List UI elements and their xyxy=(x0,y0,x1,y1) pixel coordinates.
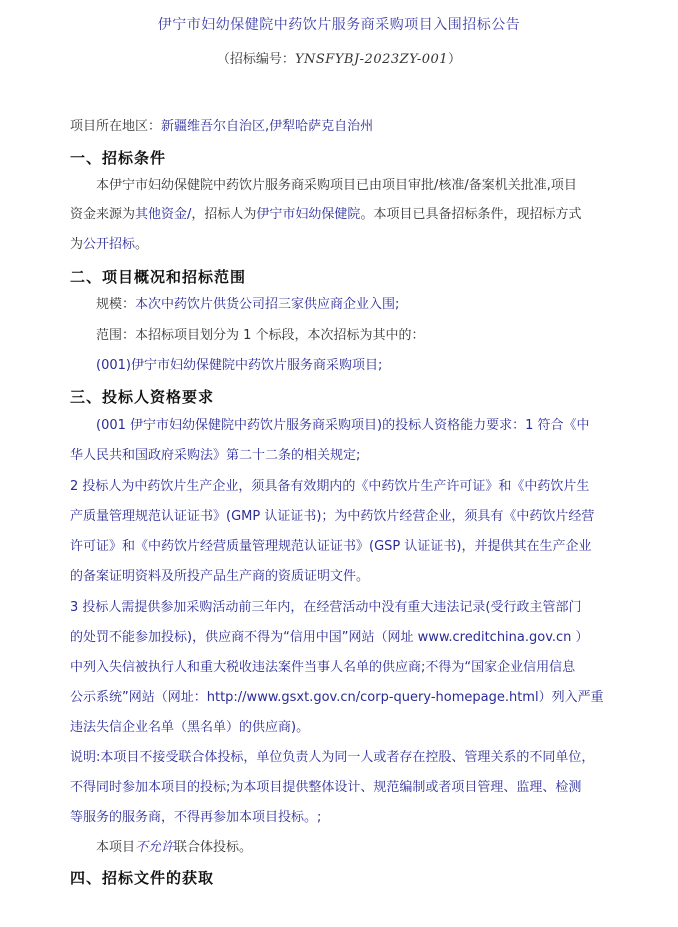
region-value: 新疆维吾尔自治区,伊犁哈萨克自治州 xyxy=(161,119,374,134)
tender-number xyxy=(0,48,678,67)
tenderer-name: 伊宁市妇幼保健院 xyxy=(256,207,361,222)
section-2-scale xyxy=(96,296,610,314)
section-3-line-11: 违法失信企业名单（黑名单）的供应商)。 xyxy=(70,720,310,735)
region-label: 项目所在地区： xyxy=(70,119,162,134)
section-3-heading: 三、投标人资格要求 xyxy=(70,388,215,406)
joint-bid-note xyxy=(96,839,610,857)
scale-label: 规模： xyxy=(96,297,136,312)
section-2-lot: (001)伊宁市妇幼保健院中药饮片服务商采购项目; xyxy=(96,358,383,373)
section-3-line-3: 2 投标人为中药饮片生产企业，须具备有效期内的《中药饮片生产许可证》和《中药饮片生 xyxy=(70,479,590,494)
project-region xyxy=(70,118,610,136)
funding-source: 其他资金/ xyxy=(135,207,192,222)
tender-number-close: ） xyxy=(448,52,462,67)
section-3-line-4: 产质量管理规范认证证书》(GMP 认证证书)；为中药饮片经营企业，须具有《中药饮片经营 xyxy=(70,509,595,524)
section-3-line-5: 许可证》和《中药饮片经营质量管理规范认证证书》(GSP 认证证书)，并提供其在生产企业 xyxy=(70,539,592,554)
section-1-line-2 xyxy=(70,206,610,224)
section-2-scope: 范围：本招标项目划分为 1 个标段，本次招标为其中的： xyxy=(96,328,425,343)
section-3-line-8: 的处罚不能参加投标)，供应商不得为“信用中国”网站（网址 www.creditchina.gov.cn ） xyxy=(70,630,589,645)
joint-bid-status: 不允许 xyxy=(135,840,175,855)
section-3-line-9: 中列入失信被执行人和重大税收违法案件当事人名单的供应商;不得为“国家企业信用信息 xyxy=(70,660,576,675)
text-span: ，招标人为 xyxy=(191,207,257,222)
section-3-line-13: 不得同时参加本项目的投标;为本项目提供整体设计、规范编制或者项目管理、监理、检测 xyxy=(70,780,582,795)
tender-method: 公开招标 xyxy=(83,237,136,252)
tender-number-open: （招标编号： xyxy=(216,52,295,67)
text-span: 本项目 xyxy=(96,840,136,855)
scale-value: 本次中药饮片供货公司招三家供应商企业入围; xyxy=(135,297,400,312)
document-title: 伊宁市妇幼保健院中药饮片服务商采购项目入围招标公告 xyxy=(157,17,521,33)
section-4-heading: 四、招标文件的获取 xyxy=(70,869,215,887)
section-1-line-3 xyxy=(70,236,610,254)
section-3-line-7: 3 投标人需提供参加采购活动前三年内，在经营活动中没有重大违法记录(受行政主管部门 xyxy=(70,600,582,615)
section-3-line-14: 等服务的服务商，不得再参加本项目投标。; xyxy=(70,810,322,825)
text-span: 。 xyxy=(135,237,149,252)
text-span: 联合体投标。 xyxy=(174,840,253,855)
section-2-heading: 二、项目概况和招标范围 xyxy=(70,268,247,286)
section-3-line-10: 公示系统”网站（网址：http://www.gsxt.gov.cn/corp-query-homepage.html）列入严重 xyxy=(70,690,604,705)
section-3-line-6: 的备案证明资料及所投产品生产商的资质证明文件。 xyxy=(70,569,370,584)
text-span: 为 xyxy=(70,237,84,252)
section-1-heading: 一、招标条件 xyxy=(70,149,167,167)
text-span: 。本项目已具备招标条件，现招标方式 xyxy=(360,207,582,222)
section-1-line-1: 本伊宁市妇幼保健院中药饮片服务商采购项目已由项目审批/核准/备案机关批准,项目 xyxy=(96,178,577,193)
tender-number-code: YNSFYBJ-2023ZY-001 xyxy=(294,52,449,67)
section-3-line-1: (001 伊宁市妇幼保健院中药饮片服务商采购项目)的投标人资格能力要求：1 符合《中 xyxy=(96,418,590,433)
section-3-line-12: 说明:本项目不接受联合体投标，单位负责人为同一人或者存在控股、管理关系的不同单位， xyxy=(70,750,595,765)
text-span: 资金来源为 xyxy=(70,207,136,222)
section-3-line-2: 华人民共和国政府采购法》第二十二条的相关规定; xyxy=(70,448,361,463)
